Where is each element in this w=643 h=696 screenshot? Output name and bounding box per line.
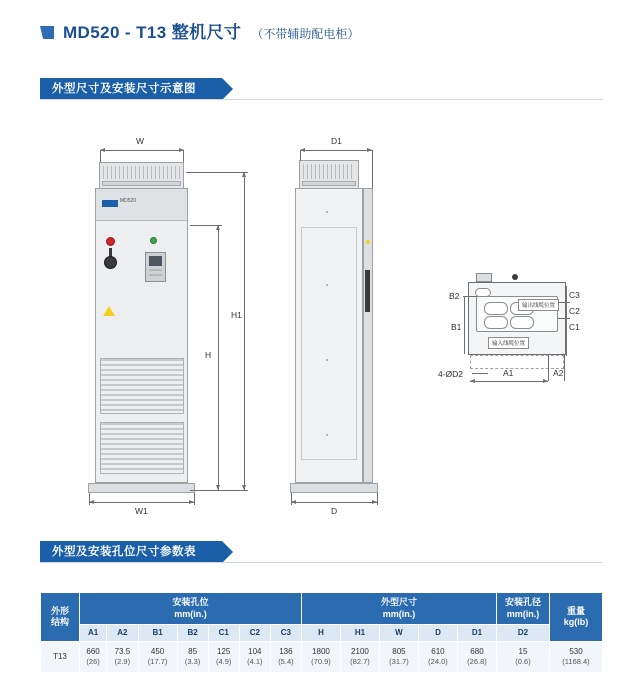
table-header-shape [41, 593, 80, 642]
table-header-shape-l1: 外形 [50, 605, 69, 616]
table-subheader-d: D [418, 625, 457, 642]
dim-line-d [291, 502, 377, 503]
table-cell-h1 [340, 642, 379, 673]
table-cell-d1-in: (26.8) [467, 657, 487, 667]
top-view-base-outline [470, 355, 564, 369]
dim-ext-w-right [183, 150, 184, 162]
table-cell-h1-mm: 2100 [351, 647, 369, 657]
dim-ext-a2-left [548, 355, 549, 381]
dim-label-h: H [205, 350, 212, 360]
table-subheader-row [41, 625, 603, 642]
table-header-dims-l1: 外型尺寸 [380, 597, 417, 608]
dim-line-c-stack [566, 286, 567, 356]
side-view-body [295, 188, 363, 483]
table-cell-a1-in: (26) [86, 657, 100, 667]
table-header-mount-l1: 安装孔位 [172, 597, 209, 608]
table-cell-h1-in: (82.7) [350, 657, 370, 667]
table-cell-c2 [239, 642, 270, 673]
table-header-weight [550, 593, 603, 642]
dim-line-b1 [464, 296, 465, 354]
table-cell-w [379, 642, 418, 673]
dim-arrow-a1-left [470, 379, 475, 383]
section-banner-table: 外型及安装孔位尺寸参数表 [40, 541, 222, 563]
front-logo-text: MD520 [120, 198, 137, 204]
dim-label-a1: A1 [503, 368, 514, 378]
table-header-row [41, 593, 603, 625]
dim-label-b1: B1 [451, 322, 462, 332]
side-indicator-lamp-icon [366, 240, 370, 244]
table-subheader-c1: C1 [208, 625, 239, 642]
dim-ext-w1-right [194, 493, 195, 505]
dim-ext-d-right [377, 493, 378, 505]
side-screw-dot [326, 434, 328, 436]
table-cell-h [301, 642, 340, 673]
dim-line-b2 [463, 296, 477, 297]
side-view-right-panel [363, 188, 373, 483]
dim-ext-d1-right [372, 150, 373, 188]
top-view-lid [476, 273, 492, 282]
dim-tick-c2 [558, 318, 570, 319]
page-title [40, 18, 359, 43]
mounting-hole [510, 316, 534, 329]
page-title-main: MD520 - T13 整机尺寸 [63, 23, 242, 42]
mounting-hole-small [475, 288, 491, 297]
dim-label-d1: D1 [331, 136, 342, 146]
table-cell-b1 [138, 642, 177, 673]
side-view-door-outline [301, 227, 357, 460]
table-subheader-b1: B1 [138, 625, 177, 642]
leader-line-holes [472, 373, 488, 374]
side-view-base [290, 483, 378, 493]
mounting-hole [484, 302, 508, 315]
section-rule-drawing [40, 99, 603, 100]
table-subheader-b2: B2 [177, 625, 208, 642]
table-cell-b2 [177, 642, 208, 673]
keypad-screen [149, 256, 162, 266]
table-header-weight-l1: 重量 [566, 605, 585, 616]
dim-line-a1 [470, 381, 548, 382]
table-cell-c3-mm: 136 [279, 647, 293, 657]
table-header-hole [497, 593, 550, 625]
table-header-shape-l2: 结构 [50, 617, 69, 627]
table-cell-d1 [457, 642, 496, 673]
table-cell-d2 [497, 642, 550, 673]
input-cable-position-label: 输入线缆位置 [488, 337, 529, 349]
dim-label-h1: H1 [231, 310, 242, 320]
table-cell-d1-mm: 680 [470, 647, 484, 657]
table-cell-a2-mm: 73.5 [114, 647, 131, 657]
table-cell-w-in: (31.7) [389, 657, 409, 667]
dim-label-w1: W1 [135, 506, 148, 516]
front-logo-icon [102, 200, 118, 207]
side-view-top-hood [299, 160, 359, 189]
dim-ext-w-left [100, 150, 101, 162]
table-cell-b1-mm: 450 [150, 647, 165, 657]
table-cell-h-mm: 1800 [312, 647, 330, 657]
table-subheader-h1: H1 [340, 625, 379, 642]
table-cell-a2 [107, 642, 138, 673]
top-view-knob-icon [512, 274, 518, 280]
table-row [41, 642, 603, 673]
table-cell-b2-in: (3.3) [184, 657, 201, 667]
dim-ext-h1-top [186, 172, 248, 173]
dim-label-w: W [136, 136, 145, 146]
hood-fins-pattern [103, 166, 180, 179]
table-cell-model: T13 [41, 642, 80, 673]
table-cell-h-in: (70.9) [311, 657, 331, 667]
table-cell-b2-mm: 85 [188, 647, 198, 657]
indicator-lamp-green-icon [150, 237, 157, 244]
dim-line-h [218, 225, 219, 490]
table-cell-d-mm: 610 [431, 647, 445, 657]
hood-bar [102, 181, 181, 186]
table-cell-weight-kg: 530 [569, 647, 583, 657]
rotary-switch-knob-icon [104, 256, 117, 269]
table-cell-w-mm: 805 [392, 647, 406, 657]
table-cell-a1 [80, 642, 107, 673]
dim-tick-c3 [558, 302, 570, 303]
table-cell-d2-mm: 15 [518, 647, 528, 657]
dim-label-holes: 4-ØD2 [438, 369, 464, 379]
dim-label-a2: A2 [553, 368, 564, 378]
table-subheader-c2: C2 [239, 625, 270, 642]
table-cell-c3 [270, 642, 301, 673]
title-marker-icon [40, 26, 54, 39]
table-subheader-a1: A1 [80, 625, 107, 642]
table-cell-c1-in: (4.9) [216, 657, 232, 667]
dim-ext-w1-left [89, 493, 90, 505]
dim-ext-h1-bottom [216, 490, 248, 491]
dim-ext-d1-left [300, 150, 301, 161]
table-subheader-h: H [301, 625, 340, 642]
front-view-base [88, 483, 195, 493]
table-cell-weight [550, 642, 603, 673]
table-header-dims-l2: mm(in.) [382, 608, 416, 619]
table-header-hole-l1: 安装孔径 [504, 597, 541, 608]
front-vent-lower [100, 422, 184, 474]
dim-ext-d-left [291, 493, 292, 505]
table-header-mount [80, 593, 302, 625]
dim-ext-a2-right [564, 355, 565, 381]
table-cell-d-in: (24.0) [428, 657, 448, 667]
dim-label-c1: C1 [569, 322, 580, 332]
mounting-hole [484, 316, 508, 329]
table-cell-c1-mm: 125 [217, 647, 231, 657]
dim-ext-h-top [190, 225, 222, 226]
dim-label-c2: C2 [569, 306, 580, 316]
table-cell-c1 [208, 642, 239, 673]
table-header-mount-l2: mm(in.) [174, 608, 207, 619]
dimension-drawing [40, 110, 603, 520]
table-header-dims [301, 593, 496, 625]
dimension-table [40, 592, 603, 673]
side-door-handle-icon [365, 270, 370, 312]
page-title-sub: （不带辅助配电柜） [251, 27, 360, 41]
table-cell-c3-in: (5.4) [278, 657, 294, 667]
side-hood-fins-pattern [303, 164, 355, 179]
front-vent-upper [100, 358, 184, 414]
table-subheader-d2: D2 [497, 625, 550, 642]
table-cell-d2-in: (0.6) [515, 657, 531, 667]
table-subheader-w: W [379, 625, 418, 642]
dim-line-w1 [89, 502, 194, 503]
table-cell-weight-lb: (1168.4) [562, 657, 590, 667]
dim-line-h1 [244, 172, 245, 490]
dim-line-w [100, 150, 184, 151]
side-screw-dot [326, 211, 328, 213]
dim-label-d: D [331, 506, 338, 516]
table-cell-a2-in: (2.9) [114, 657, 131, 667]
table-cell-d [418, 642, 457, 673]
side-hood-bar [302, 181, 356, 186]
table-subheader-d1: D1 [457, 625, 496, 642]
dim-line-d1 [300, 150, 372, 151]
indicator-lamp-red-icon [106, 237, 115, 246]
table-cell-a1-mm: 660 [86, 647, 100, 657]
table-header-weight-l2: kg(lb) [563, 617, 589, 627]
table-subheader-a2: A2 [107, 625, 138, 642]
section-banner-drawing: 外型尺寸及安装尺寸示意图 [40, 78, 222, 100]
keypad-keys [149, 269, 162, 278]
side-screw-dot [326, 284, 328, 286]
section-rule-table [40, 562, 603, 563]
operator-keypad [145, 252, 166, 282]
table-subheader-c3: C3 [270, 625, 301, 642]
table-cell-b1-in: (17.7) [147, 657, 168, 667]
dim-label-b2: B2 [449, 291, 460, 301]
warning-triangle-icon [103, 306, 115, 316]
output-cable-position-label: 输出线缆位置 [518, 299, 559, 311]
table-cell-c2-in: (4.1) [247, 657, 263, 667]
table-cell-c2-mm: 104 [248, 647, 262, 657]
side-screw-dot [326, 359, 328, 361]
front-view-top-hood [99, 162, 184, 189]
dim-label-c3: C3 [569, 290, 580, 300]
table-header-hole-l2: mm(in.) [506, 608, 540, 619]
